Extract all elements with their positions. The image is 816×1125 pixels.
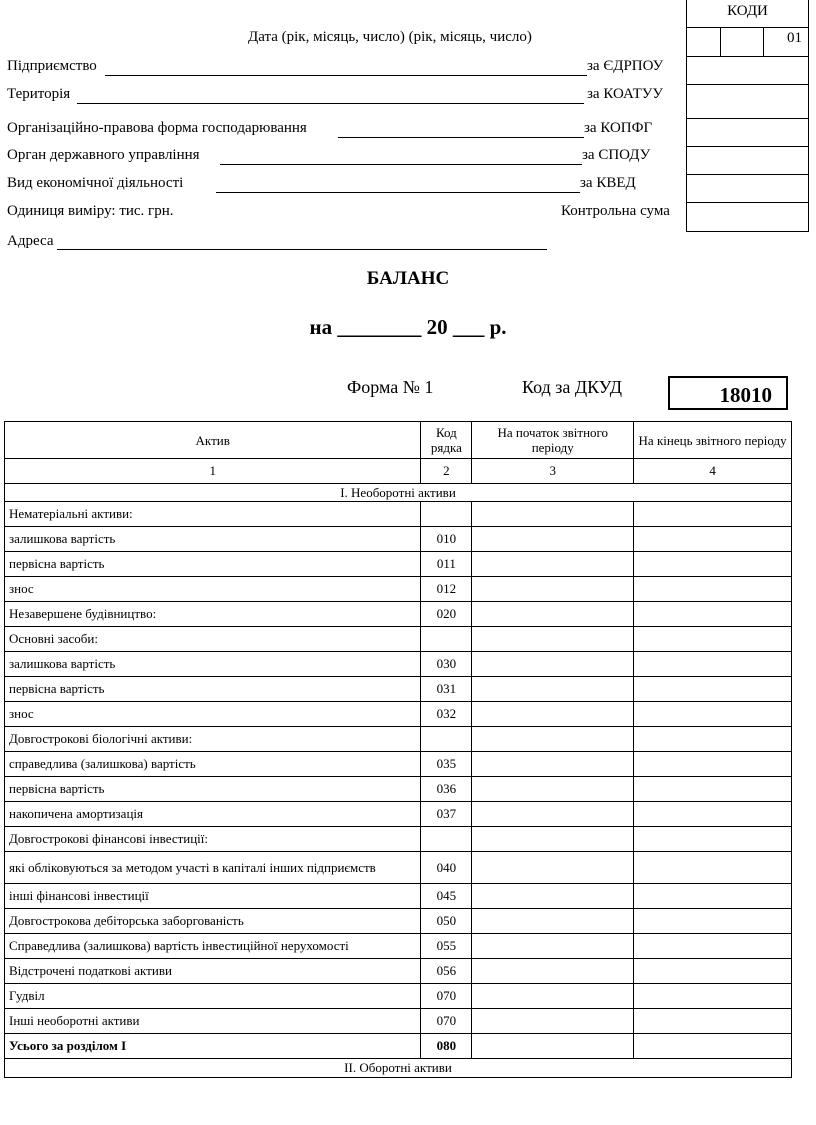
period-start-cell[interactable] bbox=[472, 552, 634, 577]
codes-header: КОДИ bbox=[687, 0, 808, 27]
row-code: 080 bbox=[421, 1034, 472, 1059]
period-start-cell[interactable] bbox=[472, 577, 634, 602]
row-label: первісна вартість bbox=[5, 677, 421, 702]
row-code: 020 bbox=[421, 602, 472, 627]
period-start-cell[interactable] bbox=[472, 802, 634, 827]
date-month-cell[interactable] bbox=[720, 28, 763, 56]
territory-field[interactable] bbox=[77, 103, 584, 104]
table-row bbox=[5, 552, 792, 577]
period-start-cell[interactable] bbox=[472, 727, 634, 752]
date-year-cell[interactable] bbox=[687, 28, 720, 56]
row-label: первісна вартість bbox=[5, 552, 421, 577]
period-end-cell[interactable] bbox=[634, 959, 792, 984]
period-start-cell[interactable] bbox=[472, 909, 634, 934]
row-label: первісна вартість bbox=[5, 777, 421, 802]
row-label: Довгострокові біологічні активи: bbox=[5, 727, 421, 752]
spodu-label: за СПОДУ bbox=[582, 147, 651, 163]
period-end-cell[interactable] bbox=[634, 1009, 792, 1034]
row-code: 050 bbox=[421, 909, 472, 934]
header-period-start: На початок звітного періоду bbox=[472, 422, 634, 459]
header-asset: Актив bbox=[5, 422, 421, 459]
row-code: 011 bbox=[421, 552, 472, 577]
address-label: Адреса bbox=[7, 233, 54, 249]
enterprise-label: Підприємство bbox=[7, 58, 97, 74]
period-end-cell[interactable] bbox=[634, 884, 792, 909]
table-row bbox=[5, 1034, 792, 1059]
row-label: Нематеріальні активи: bbox=[5, 502, 421, 527]
kved-code-cell[interactable] bbox=[687, 174, 808, 202]
address-field[interactable] bbox=[57, 249, 547, 250]
table-row bbox=[5, 727, 792, 752]
gov-body-label: Орган державного управління bbox=[7, 147, 200, 163]
row-label: знос bbox=[5, 577, 421, 602]
row-label: інші фінансові інвестиції bbox=[5, 884, 421, 909]
period-start-cell[interactable] bbox=[472, 984, 634, 1009]
form-number: Форма № 1 bbox=[347, 377, 434, 397]
spodu-code-cell[interactable] bbox=[687, 146, 808, 174]
header-period-end: На кінець звітного періоду bbox=[634, 422, 792, 459]
row-label: Гудвіл bbox=[5, 984, 421, 1009]
table-row bbox=[5, 934, 792, 959]
header-line-code: Код рядка bbox=[421, 422, 472, 459]
period-start-cell[interactable] bbox=[472, 702, 634, 727]
period-end-cell[interactable] bbox=[634, 652, 792, 677]
period-end-cell[interactable] bbox=[634, 502, 792, 527]
section-row bbox=[5, 484, 792, 502]
row-code: 040 bbox=[421, 852, 472, 884]
period-start-cell[interactable] bbox=[472, 652, 634, 677]
territory-label: Територія bbox=[7, 86, 71, 102]
period-end-cell[interactable] bbox=[634, 577, 792, 602]
table-row bbox=[5, 984, 792, 1009]
row-code: 032 bbox=[421, 702, 472, 727]
table-row bbox=[5, 852, 792, 884]
table-row bbox=[5, 627, 792, 652]
row-code: 055 bbox=[421, 934, 472, 959]
period-end-cell[interactable] bbox=[634, 527, 792, 552]
period-end-cell[interactable] bbox=[634, 677, 792, 702]
period-start-cell[interactable] bbox=[472, 502, 634, 527]
row-code: 045 bbox=[421, 884, 472, 909]
activity-field[interactable] bbox=[216, 192, 580, 193]
koatuu-code-cell[interactable] bbox=[687, 84, 808, 118]
table-row bbox=[5, 752, 792, 777]
period-end-cell[interactable] bbox=[634, 909, 792, 934]
period-start-cell[interactable] bbox=[472, 1034, 634, 1059]
row-label: Довгострокові фінансові інвестиції: bbox=[5, 827, 421, 852]
row-code: 012 bbox=[421, 577, 472, 602]
period-start-cell[interactable] bbox=[472, 602, 634, 627]
period-start-cell[interactable] bbox=[472, 884, 634, 909]
period-end-cell[interactable] bbox=[634, 727, 792, 752]
kopfg-label: за КОПФГ bbox=[584, 120, 653, 136]
col-number: 4 bbox=[634, 459, 792, 484]
table-row bbox=[5, 602, 792, 627]
period-start-cell[interactable] bbox=[472, 959, 634, 984]
row-label: залишкова вартість bbox=[5, 527, 421, 552]
row-code: 056 bbox=[421, 959, 472, 984]
codes-box bbox=[686, 0, 809, 232]
row-label: Усього за розділом I bbox=[5, 1034, 421, 1059]
table-row bbox=[5, 677, 792, 702]
period-end-cell[interactable] bbox=[634, 852, 792, 884]
period-start-cell[interactable] bbox=[472, 852, 634, 884]
period-start-cell[interactable] bbox=[472, 677, 634, 702]
period-start-cell[interactable] bbox=[472, 627, 634, 652]
col-number: 3 bbox=[472, 459, 634, 484]
date-day-cell[interactable]: 01 bbox=[763, 28, 808, 56]
document-date-line: на ________ 20 ___ р. bbox=[309, 315, 507, 339]
control-sum-label: Контрольна сума bbox=[561, 203, 670, 219]
period-end-cell[interactable] bbox=[634, 627, 792, 652]
dkud-code: 18010 bbox=[668, 376, 788, 410]
row-code: 030 bbox=[421, 652, 472, 677]
row-code: 070 bbox=[421, 984, 472, 1009]
unit-label: Одиниця виміру: тис. грн. bbox=[7, 203, 174, 219]
section-title: І. Необоротні активи bbox=[5, 484, 792, 502]
row-code: 035 bbox=[421, 752, 472, 777]
enterprise-field[interactable] bbox=[105, 75, 587, 76]
period-start-cell[interactable] bbox=[472, 777, 634, 802]
table-row bbox=[5, 1009, 792, 1034]
period-start-cell[interactable] bbox=[472, 827, 634, 852]
period-end-cell[interactable] bbox=[634, 602, 792, 627]
document-title: БАЛАНС bbox=[366, 268, 450, 289]
row-label: Довгострокова дебіторська заборгованість bbox=[5, 909, 421, 934]
period-end-cell[interactable] bbox=[634, 777, 792, 802]
table-row bbox=[5, 884, 792, 909]
period-start-cell[interactable] bbox=[472, 527, 634, 552]
kved-label: за КВЕД bbox=[580, 175, 636, 191]
period-end-cell[interactable] bbox=[634, 752, 792, 777]
date-code-row bbox=[687, 27, 808, 56]
table-row bbox=[5, 802, 792, 827]
row-code: 010 bbox=[421, 527, 472, 552]
row-code bbox=[421, 827, 472, 852]
edrpou-code-cell[interactable] bbox=[687, 56, 808, 84]
row-code bbox=[421, 502, 472, 527]
col-number: 1 bbox=[5, 459, 421, 484]
row-code bbox=[421, 627, 472, 652]
section-row bbox=[5, 1059, 792, 1078]
row-label: справедлива (залишкова) вартість bbox=[5, 752, 421, 777]
row-label: які обліковуються за методом участі в капіталі інших підприємств bbox=[5, 852, 421, 884]
row-code: 036 bbox=[421, 777, 472, 802]
period-end-cell[interactable] bbox=[634, 984, 792, 1009]
table-row bbox=[5, 909, 792, 934]
table-row bbox=[5, 827, 792, 852]
kopfg-code-cell[interactable] bbox=[687, 118, 808, 146]
row-label: накопичена амортизація bbox=[5, 802, 421, 827]
table-row bbox=[5, 777, 792, 802]
period-end-cell[interactable] bbox=[634, 934, 792, 959]
row-label: Основні засоби: bbox=[5, 627, 421, 652]
table-header-row bbox=[5, 422, 792, 459]
dkud-label: Код за ДКУД bbox=[522, 377, 622, 397]
table-row bbox=[5, 702, 792, 727]
row-label: Інші необоротні активи bbox=[5, 1009, 421, 1034]
table-row bbox=[5, 527, 792, 552]
koatuu-label: за КОАТУУ bbox=[587, 86, 663, 102]
activity-label: Вид економічної діяльності bbox=[7, 175, 184, 191]
table-row bbox=[5, 502, 792, 527]
period-end-cell[interactable] bbox=[634, 552, 792, 577]
table-row bbox=[5, 652, 792, 677]
legal-form-field[interactable] bbox=[338, 137, 584, 138]
edrpou-label: за ЄДРПОУ bbox=[587, 58, 664, 74]
period-end-cell[interactable] bbox=[634, 827, 792, 852]
row-label: Відстрочені податкові активи bbox=[5, 959, 421, 984]
col-number: 2 bbox=[421, 459, 472, 484]
column-number-row bbox=[5, 459, 792, 484]
period-start-cell[interactable] bbox=[472, 752, 634, 777]
control-sum-cell[interactable] bbox=[687, 202, 808, 231]
period-start-cell[interactable] bbox=[472, 1009, 634, 1034]
legal-form-label: Організаційно-правова форма господарювання bbox=[7, 120, 307, 136]
row-code bbox=[421, 727, 472, 752]
row-label: Справедлива (залишкова) вартість інвестиційної нерухомості bbox=[5, 934, 421, 959]
table-row bbox=[5, 959, 792, 984]
row-code: 031 bbox=[421, 677, 472, 702]
row-code: 037 bbox=[421, 802, 472, 827]
period-end-cell[interactable] bbox=[634, 1034, 792, 1059]
row-label: Незавершене будівництво: bbox=[5, 602, 421, 627]
balance-table bbox=[4, 421, 792, 1078]
section-title: ІІ. Оборотні активи bbox=[5, 1059, 792, 1078]
period-start-cell[interactable] bbox=[472, 934, 634, 959]
period-end-cell[interactable] bbox=[634, 702, 792, 727]
table-row bbox=[5, 577, 792, 602]
row-code: 070 bbox=[421, 1009, 472, 1034]
date-label: Дата (рік, місяць, число) (рік, місяць, число) bbox=[248, 29, 532, 45]
row-label: знос bbox=[5, 702, 421, 727]
gov-body-field[interactable] bbox=[220, 164, 582, 165]
period-end-cell[interactable] bbox=[634, 802, 792, 827]
row-label: залишкова вартість bbox=[5, 652, 421, 677]
